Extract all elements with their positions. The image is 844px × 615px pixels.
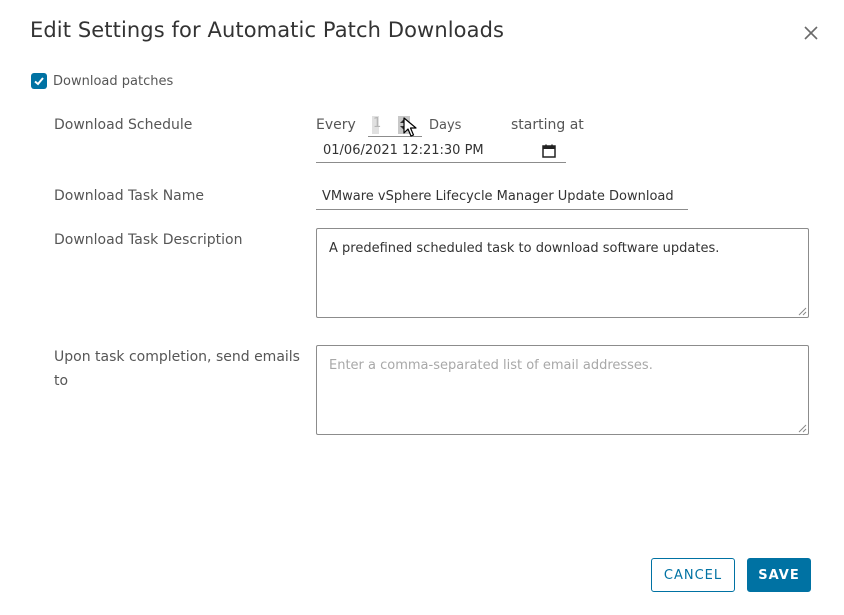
interval-stepper[interactable]	[368, 114, 422, 137]
cancel-button[interactable]: CANCEL	[651, 558, 735, 592]
interval-value: 1	[373, 116, 382, 131]
start-datetime-input[interactable]	[316, 141, 566, 163]
emails-label-line2: to	[54, 373, 69, 389]
resize-handle-icon[interactable]	[798, 424, 807, 433]
task-name-label: Download Task Name	[54, 188, 205, 204]
calendar-icon[interactable]	[542, 144, 556, 158]
dialog-title: Edit Settings for Automatic Patch Downloads	[30, 18, 505, 42]
download-patches-checkbox[interactable]	[31, 73, 47, 89]
download-patches-row	[31, 73, 173, 89]
task-name-value: VMware vSphere Lifecycle Manager Update Download	[322, 189, 674, 204]
task-description-textarea[interactable]	[316, 228, 809, 318]
start-datetime-value: 01/06/2021 12:21:30 PM	[323, 143, 484, 158]
every-text: Every	[316, 117, 356, 133]
resize-handle-icon[interactable]	[798, 307, 807, 316]
emails-label	[54, 345, 300, 393]
emails-label-line1: Upon task completion, send emails	[54, 349, 300, 365]
emails-textarea[interactable]	[316, 345, 809, 435]
save-button[interactable]: SAVE	[747, 558, 811, 592]
task-description-label: Download Task Description	[54, 232, 243, 248]
close-button[interactable]	[800, 22, 822, 44]
starting-at-text: starting at	[511, 117, 584, 133]
download-patches-label: Download patches	[53, 73, 174, 89]
close-icon	[800, 22, 822, 44]
checkmark-icon	[33, 75, 45, 87]
interval-spinner[interactable]	[398, 116, 410, 134]
emails-placeholder: Enter a comma-separated list of email addresses.	[329, 358, 653, 373]
task-description-value: A predefined scheduled task to download software updates.	[329, 241, 720, 256]
task-name-input[interactable]	[316, 185, 688, 210]
days-unit-text: Days	[429, 118, 462, 133]
download-schedule-label: Download Schedule	[54, 117, 193, 133]
